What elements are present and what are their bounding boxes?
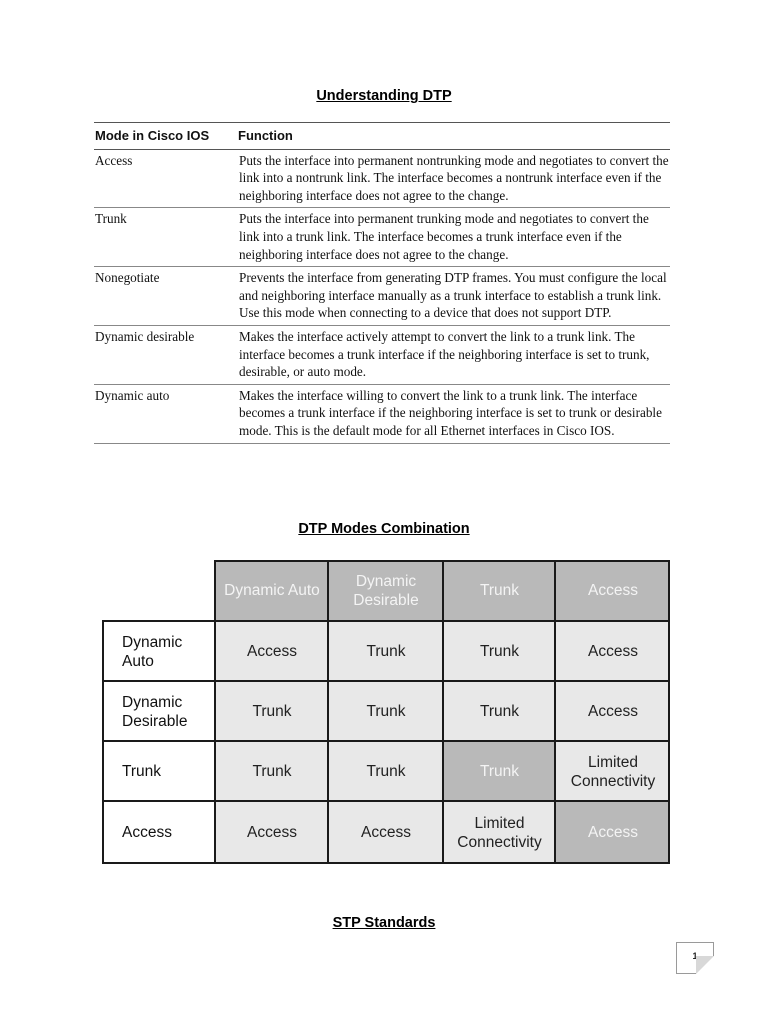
grid-row-header: Trunk (102, 742, 215, 801)
table-row (94, 325, 670, 384)
grid-cell: Access (556, 622, 670, 681)
grid-cell: Trunk (444, 622, 555, 681)
grid-cell: Trunk (329, 742, 443, 801)
grid-cell: Access (329, 802, 443, 863)
grid-column-header: Dynamic Auto (216, 560, 328, 621)
table-row (94, 149, 670, 208)
mode-cell: Dynamic auto (94, 384, 237, 443)
page-fold-icon (696, 956, 714, 974)
grid-line (102, 620, 670, 622)
mode-cell: Trunk (94, 208, 237, 267)
grid-column-header: Dynamic Desirable (329, 560, 443, 621)
grid-row-header: Access (102, 802, 215, 863)
grid-line (102, 740, 670, 742)
grid-cell: Limited Connectivity (556, 742, 670, 801)
table-row (94, 267, 670, 326)
grid-cell: Access (556, 682, 670, 741)
column-header-mode: Mode in Cisco IOS (94, 123, 237, 150)
grid-line (442, 560, 444, 864)
grid-cell: Trunk (329, 682, 443, 741)
grid-row-header: Dynamic Desirable (102, 682, 215, 741)
dtp-modes-table (94, 122, 670, 444)
heading-dtp-modes-combination: DTP Modes Combination (298, 521, 470, 537)
function-cell: Makes the interface willing to convert the link to a trunk link. The interface becomes a trunk interface if the neighboring interface is set to trunk or desirable mode. This is the default mode for all Ethernet interfaces in Cisco IOS. (237, 384, 670, 443)
grid-cell: Limited Connectivity (444, 802, 555, 863)
function-cell: Prevents the interface from generating DTP frames. You must configure the local and neighboring interface manually as a trunk interface to establish a trunk link. Use this mode when connecting to a device that does not support DTP. (237, 267, 670, 326)
grid-cell-diagonal: Trunk (444, 742, 555, 801)
table-row (94, 384, 670, 443)
page-number-badge (676, 942, 714, 974)
grid-column-header: Access (556, 560, 670, 621)
grid-cell: Trunk (444, 682, 555, 741)
grid-line (102, 620, 104, 864)
grid-cell: Access (216, 622, 328, 681)
grid-cell-diagonal: Access (556, 802, 670, 863)
grid-cell: Trunk (216, 742, 328, 801)
grid-column-header: Trunk (444, 560, 555, 621)
page-number: 1 (692, 951, 698, 961)
function-cell: Puts the interface into permanent trunking mode and negotiates to convert the link into a trunk link. The interface becomes a trunk interface even if the neighboring interface does not agree to the change. (237, 208, 670, 267)
grid-cell: Access (216, 802, 328, 863)
grid-cell: Trunk (216, 682, 328, 741)
grid-line (102, 800, 670, 802)
mode-cell: Nonegotiate (94, 267, 237, 326)
table-header-row (94, 123, 670, 150)
grid-line (668, 560, 670, 864)
function-cell: Makes the interface actively attempt to convert the link to a trunk link. The interface becomes a trunk interface if the neighboring interface is set to trunk, desirable, or auto mode. (237, 325, 670, 384)
grid-line (554, 560, 556, 864)
heading-stp-standards: STP Standards (332, 915, 436, 931)
mode-cell: Access (94, 149, 237, 208)
grid-line (214, 560, 216, 864)
grid-cell: Trunk (329, 622, 443, 681)
grid-line (102, 680, 670, 682)
dtp-combination-grid (102, 560, 670, 864)
grid-row-header: Dynamic Auto (102, 622, 215, 681)
column-header-function: Function (237, 123, 670, 150)
grid-line (102, 862, 670, 864)
heading-understanding-dtp: Understanding DTP (316, 88, 452, 104)
function-cell: Puts the interface into permanent nontrunking mode and negotiates to convert the link into a nontrunk link. The interface becomes a nontrunk interface even if the neighboring interface does not agree to the change. (237, 149, 670, 208)
grid-line (327, 560, 329, 864)
table-row (94, 208, 670, 267)
mode-cell: Dynamic desirable (94, 325, 237, 384)
